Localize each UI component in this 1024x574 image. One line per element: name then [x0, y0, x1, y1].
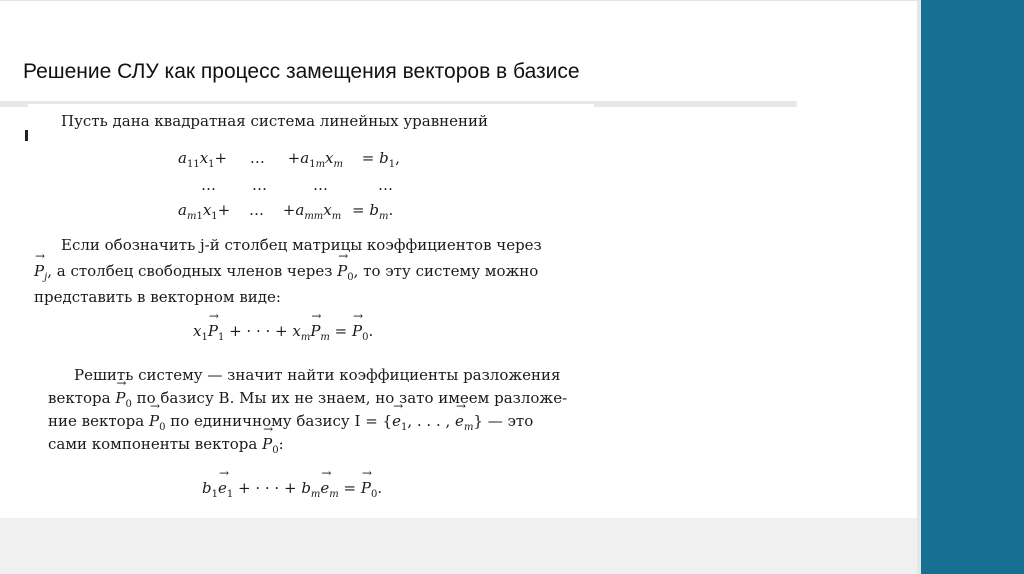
p3-line2-b: по базису B. Мы их не знаем, но зато имеем разложе- [136, 389, 568, 407]
p2-line2-mid: , а столбец свободных членов через [47, 262, 333, 280]
p2-line2-end: , то эту систему можно [353, 262, 539, 280]
vector-equation: $x_1\to P_1$ + · · · + $x_m\to P_m$ = → $P_0$. [193, 322, 373, 343]
top-divider [0, 0, 918, 1]
paragraph-3-line-1: Решить систему — значит найти коэффициенты разложения [74, 366, 561, 384]
paragraph-3-line-3: ние вектора → $P_0$ по единичному базису I = {→ $e_1$, . . . , → $e_m$} — это [48, 412, 533, 433]
paragraph-3-line-2: вектора → $P_0$ по базису B. Мы их не знаем, но зато имеем разложе- [48, 389, 567, 410]
paragraph-2-line-2: → $P_j$, а столбец свободных членов через → $P_0$, то эту систему можно [34, 262, 538, 283]
paragraph-2-line-1: Если обозначить j-й столбец матрицы коэффициентов через [61, 236, 542, 254]
equation-row-1: $a_{11}x_1+$ … $+a_{1m}x_m = b_1$, [178, 149, 400, 170]
p3-line4-text: сами компоненты вектора [48, 435, 258, 453]
equation-row-2: … … … … [201, 176, 393, 194]
slide-title: Решение СЛУ как процесс замещения векторов в базисе [23, 60, 580, 83]
paragraph-2-line-3: представить в векторном виде: [34, 288, 281, 306]
p3-line3-a: ние вектора [48, 412, 145, 430]
p3-line3-b: по единичному базису I = { [170, 412, 393, 430]
p3-line3-c: } — это [473, 412, 534, 430]
paragraph-3-line-4: сами компоненты вектора → $P_0$: [48, 435, 284, 456]
equation-row-3: $a_{m1}x_1+$ … $+a_{mm}x_m = b_m$. [178, 201, 394, 222]
scanned-text-image [28, 104, 594, 518]
paragraph-intro: Пусть дана квадратная система линейных уравнений [61, 112, 489, 130]
accent-side-bar [917, 0, 1024, 574]
basis-equation: $b_1\to e_1$ + · · · + $b_m\to e_m$ = → $P_0$. [202, 479, 382, 500]
p3-line2-a: вектора [48, 389, 111, 407]
footer-band [0, 518, 917, 574]
